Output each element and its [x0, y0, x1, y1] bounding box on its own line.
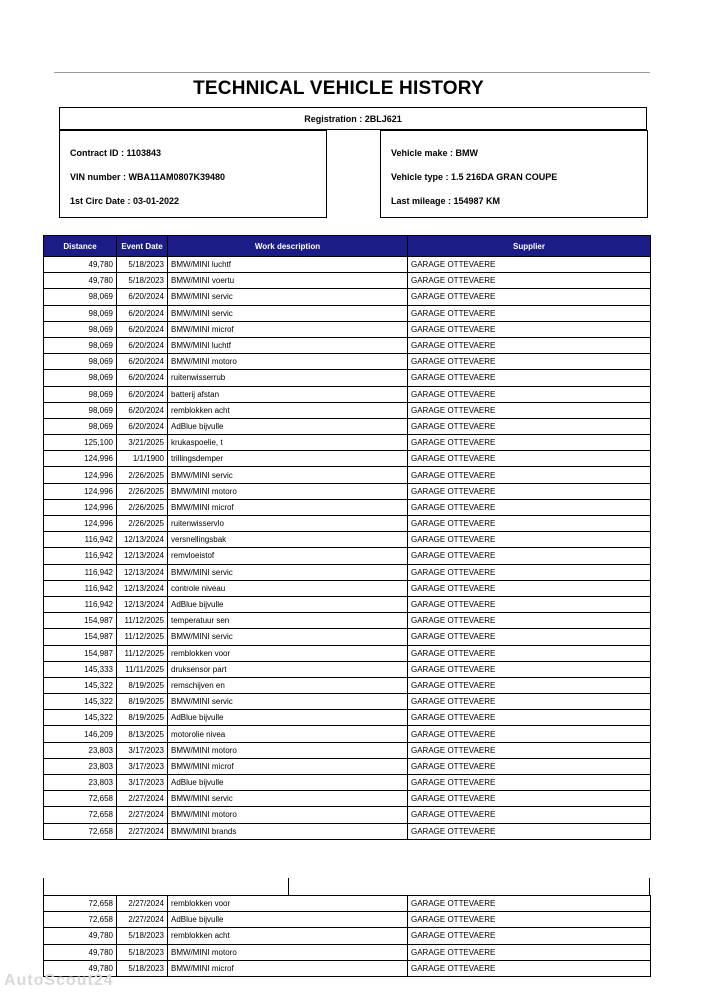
- table-row: [44, 483, 651, 499]
- supplier-cell: GARAGE OTTEVAERE: [408, 402, 651, 418]
- work-description-cell: BMW/MINI servic: [168, 694, 408, 710]
- event-date-cell: 2/27/2024: [117, 807, 168, 823]
- supplier-cell: GARAGE OTTEVAERE: [408, 435, 651, 451]
- table-row: [44, 742, 651, 758]
- event-date-cell: 6/20/2024: [117, 370, 168, 386]
- supplier-cell: GARAGE OTTEVAERE: [408, 807, 651, 823]
- work-description-cell: BMW/MINI microf: [168, 499, 408, 515]
- table-row: [44, 532, 651, 548]
- event-date-cell: 5/18/2023: [117, 928, 168, 944]
- work-description-cell: remvloeistof: [168, 548, 408, 564]
- event-date-cell: 11/11/2025: [117, 661, 168, 677]
- table-row: [44, 305, 651, 321]
- event-date-cell: 3/17/2023: [117, 742, 168, 758]
- table-row: [44, 337, 651, 353]
- work-description-cell: remblokken acht: [168, 928, 408, 944]
- supplier-cell: GARAGE OTTEVAERE: [408, 896, 651, 912]
- vin-number: VIN number : WBA11AM0807K39480: [70, 172, 226, 182]
- work-description-cell: BMW/MINI servic: [168, 289, 408, 305]
- work-description-cell: druksensor part: [168, 661, 408, 677]
- event-date-cell: 5/18/2023: [117, 273, 168, 289]
- supplier-cell: GARAGE OTTEVAERE: [408, 596, 651, 612]
- event-date-cell: 6/20/2024: [117, 354, 168, 370]
- contract-id: Contract ID : 1103843: [70, 148, 162, 158]
- work-description-cell: AdBlue bijvulle: [168, 912, 408, 928]
- table-row: [44, 499, 651, 515]
- event-date-cell: 12/13/2024: [117, 564, 168, 580]
- distance-cell: 124,996: [44, 499, 117, 515]
- distance-cell: 49,780: [44, 257, 117, 273]
- distance-cell: 145,322: [44, 694, 117, 710]
- supplier-cell: GARAGE OTTEVAERE: [408, 305, 651, 321]
- supplier-cell: GARAGE OTTEVAERE: [408, 726, 651, 742]
- event-date-cell: 8/19/2025: [117, 677, 168, 693]
- work-description-cell: BMW/MINI microf: [168, 960, 408, 976]
- event-date-cell: 2/27/2024: [117, 823, 168, 839]
- registration-box: Registration : 2BLJ621: [59, 107, 647, 130]
- event-date-cell: 2/26/2025: [117, 499, 168, 515]
- table-row: [44, 726, 651, 742]
- work-description-cell: BMW/MINI servic: [168, 467, 408, 483]
- supplier-cell: GARAGE OTTEVAERE: [408, 645, 651, 661]
- work-description-cell: temperatuur sen: [168, 613, 408, 629]
- distance-cell: 124,996: [44, 516, 117, 532]
- table-row: [44, 548, 651, 564]
- event-date-cell: 3/17/2023: [117, 775, 168, 791]
- history-table-body: [44, 257, 651, 840]
- event-date-cell: 5/18/2023: [117, 960, 168, 976]
- work-description-cell: BMW/MINI microf: [168, 758, 408, 774]
- work-description-cell: remblokken voor: [168, 645, 408, 661]
- supplier-cell: GARAGE OTTEVAERE: [408, 257, 651, 273]
- table-row: [44, 289, 651, 305]
- distance-cell: 116,942: [44, 564, 117, 580]
- table-row: [44, 516, 651, 532]
- distance-cell: 23,803: [44, 775, 117, 791]
- table-row: [44, 580, 651, 596]
- event-date-cell: 2/26/2025: [117, 516, 168, 532]
- distance-cell: 116,942: [44, 548, 117, 564]
- supplier-cell: GARAGE OTTEVAERE: [408, 548, 651, 564]
- vehicle-make: Vehicle make : BMW: [391, 148, 479, 158]
- table-row: [44, 564, 651, 580]
- table-row: [44, 402, 651, 418]
- work-description-cell: BMW/MINI servic: [168, 564, 408, 580]
- table-header-row: [44, 236, 651, 257]
- table-row: [44, 386, 651, 402]
- history-table: [43, 235, 651, 840]
- table-row: [44, 629, 651, 645]
- history-table-continued-body: [44, 896, 651, 977]
- event-date-cell: 2/26/2025: [117, 483, 168, 499]
- work-description-cell: BMW/MINI microf: [168, 321, 408, 337]
- last-mileage: Last mileage : 154987 KM: [391, 196, 501, 206]
- distance-cell: 23,803: [44, 742, 117, 758]
- supplier-cell: GARAGE OTTEVAERE: [408, 418, 651, 434]
- supplier-cell: GARAGE OTTEVAERE: [408, 677, 651, 693]
- distance-cell: 145,322: [44, 710, 117, 726]
- distance-cell: 98,069: [44, 305, 117, 321]
- work-description-cell: ruitenwisservlo: [168, 516, 408, 532]
- event-date-cell: 3/21/2025: [117, 435, 168, 451]
- work-description-cell: remblokken acht: [168, 402, 408, 418]
- event-date-cell: 11/12/2025: [117, 629, 168, 645]
- work-description-cell: versnellingsbak: [168, 532, 408, 548]
- event-date-cell: 1/1/1900: [117, 451, 168, 467]
- distance-cell: 23,803: [44, 758, 117, 774]
- distance-cell: 72,658: [44, 807, 117, 823]
- distance-cell: 154,987: [44, 629, 117, 645]
- supplier-cell: GARAGE OTTEVAERE: [408, 321, 651, 337]
- event-date-cell: 12/13/2024: [117, 532, 168, 548]
- supplier-cell: GARAGE OTTEVAERE: [408, 944, 651, 960]
- table-row: [44, 807, 651, 823]
- event-date-cell: 12/13/2024: [117, 548, 168, 564]
- supplier-cell: GARAGE OTTEVAERE: [408, 499, 651, 515]
- distance-cell: 154,987: [44, 613, 117, 629]
- table-row: [44, 758, 651, 774]
- distance-cell: 98,069: [44, 418, 117, 434]
- distance-cell: 49,780: [44, 944, 117, 960]
- distance-cell: 98,069: [44, 386, 117, 402]
- distance-cell: 124,996: [44, 451, 117, 467]
- event-date-cell: 8/13/2025: [117, 726, 168, 742]
- supplier-cell: GARAGE OTTEVAERE: [408, 710, 651, 726]
- supplier-cell: GARAGE OTTEVAERE: [408, 742, 651, 758]
- work-description-cell: AdBlue bijvulle: [168, 775, 408, 791]
- work-description-cell: BMW/MINI motoro: [168, 742, 408, 758]
- event-date-cell: 5/18/2023: [117, 257, 168, 273]
- supplier-cell: GARAGE OTTEVAERE: [408, 516, 651, 532]
- table-row: [44, 661, 651, 677]
- supplier-cell: GARAGE OTTEVAERE: [408, 337, 651, 353]
- work-description-cell: BMW/MINI motoro: [168, 483, 408, 499]
- work-description-cell: batterij afstan: [168, 386, 408, 402]
- event-date-cell: 12/13/2024: [117, 596, 168, 612]
- page-title: TECHNICAL VEHICLE HISTORY: [193, 78, 484, 99]
- work-description-cell: AdBlue bijvulle: [168, 596, 408, 612]
- supplier-cell: GARAGE OTTEVAERE: [408, 823, 651, 839]
- supplier-cell: GARAGE OTTEVAERE: [408, 532, 651, 548]
- distance-cell: 116,942: [44, 596, 117, 612]
- supplier-cell: GARAGE OTTEVAERE: [408, 483, 651, 499]
- distance-cell: 72,658: [44, 912, 117, 928]
- work-description-cell: BMW/MINI servic: [168, 791, 408, 807]
- first-circ-date: 1st Circ Date : 03-01-2022: [70, 196, 180, 206]
- contract-info-box: [59, 130, 327, 218]
- event-date-cell: 6/20/2024: [117, 337, 168, 353]
- supplier-cell: GARAGE OTTEVAERE: [408, 564, 651, 580]
- distance-cell: 98,069: [44, 354, 117, 370]
- distance-cell: 125,100: [44, 435, 117, 451]
- top-rule: [54, 72, 650, 73]
- event-date-cell: 8/19/2025: [117, 694, 168, 710]
- distance-cell: 49,780: [44, 960, 117, 976]
- distance-cell: 124,996: [44, 467, 117, 483]
- distance-cell: 49,780: [44, 928, 117, 944]
- work-description-cell: BMW/MINI luchtf: [168, 257, 408, 273]
- work-description-cell: BMW/MINI motoro: [168, 944, 408, 960]
- distance-cell: 98,069: [44, 337, 117, 353]
- event-date-cell: 6/20/2024: [117, 321, 168, 337]
- table-row: [44, 791, 651, 807]
- col-work-description-header: Work description: [168, 236, 408, 257]
- work-description-cell: BMW/MINI luchtf: [168, 337, 408, 353]
- table-row: [44, 710, 651, 726]
- supplier-cell: GARAGE OTTEVAERE: [408, 613, 651, 629]
- event-date-cell: 6/20/2024: [117, 402, 168, 418]
- table-row: [44, 273, 651, 289]
- distance-cell: 116,942: [44, 580, 117, 596]
- watermark-logo: [4, 972, 114, 990]
- work-description-cell: ruitenwisserrub: [168, 370, 408, 386]
- work-description-cell: BMW/MINI brands: [168, 823, 408, 839]
- supplier-cell: GARAGE OTTEVAERE: [408, 451, 651, 467]
- table-row: [44, 645, 651, 661]
- table-row: [44, 896, 651, 912]
- distance-cell: 146,209: [44, 726, 117, 742]
- work-description-cell: BMW/MINI servic: [168, 305, 408, 321]
- event-date-cell: 2/27/2024: [117, 912, 168, 928]
- supplier-cell: GARAGE OTTEVAERE: [408, 629, 651, 645]
- table-row: [44, 677, 651, 693]
- table-row: [44, 694, 651, 710]
- distance-cell: 98,069: [44, 289, 117, 305]
- table-row: [44, 370, 651, 386]
- work-description-cell: BMW/MINI servic: [168, 629, 408, 645]
- event-date-cell: 11/12/2025: [117, 645, 168, 661]
- work-description-cell: remblokken voor: [168, 896, 408, 912]
- distance-cell: 124,996: [44, 483, 117, 499]
- distance-cell: 116,942: [44, 532, 117, 548]
- supplier-cell: GARAGE OTTEVAERE: [408, 694, 651, 710]
- supplier-cell: GARAGE OTTEVAERE: [408, 467, 651, 483]
- table-row: [44, 928, 651, 944]
- work-description-cell: trillingsdemper: [168, 451, 408, 467]
- distance-cell: 98,069: [44, 402, 117, 418]
- event-date-cell: 8/19/2025: [117, 710, 168, 726]
- work-description-cell: BMW/MINI motoro: [168, 354, 408, 370]
- supplier-cell: GARAGE OTTEVAERE: [408, 370, 651, 386]
- table-row: [44, 354, 651, 370]
- event-date-cell: 6/20/2024: [117, 305, 168, 321]
- table-row: [44, 912, 651, 928]
- supplier-cell: GARAGE OTTEVAERE: [408, 791, 651, 807]
- table-row: [44, 467, 651, 483]
- work-description-cell: BMW/MINI voertu: [168, 273, 408, 289]
- work-description-cell: motorolie nivea: [168, 726, 408, 742]
- supplier-cell: GARAGE OTTEVAERE: [408, 580, 651, 596]
- work-description-cell: remschijven en: [168, 677, 408, 693]
- distance-cell: 154,987: [44, 645, 117, 661]
- history-table-continued: [43, 895, 651, 977]
- table-row: [44, 435, 651, 451]
- col-distance-header: Distance: [44, 236, 117, 257]
- table-row: [44, 613, 651, 629]
- vehicle-type: Vehicle type : 1.5 216DA GRAN COUPE: [391, 172, 558, 182]
- table-row: [44, 960, 651, 976]
- work-description-cell: AdBlue bijvulle: [168, 418, 408, 434]
- event-date-cell: 12/13/2024: [117, 580, 168, 596]
- event-date-cell: 6/20/2024: [117, 289, 168, 305]
- vehicle-info-box: [380, 130, 648, 218]
- work-description-cell: controle niveau: [168, 580, 408, 596]
- supplier-cell: GARAGE OTTEVAERE: [408, 775, 651, 791]
- supplier-cell: GARAGE OTTEVAERE: [408, 354, 651, 370]
- event-date-cell: 2/26/2025: [117, 467, 168, 483]
- distance-cell: 49,780: [44, 273, 117, 289]
- col-event-date-header: Event Date: [117, 236, 168, 257]
- event-date-cell: 5/18/2023: [117, 944, 168, 960]
- table-row: [44, 257, 651, 273]
- table-row: [44, 823, 651, 839]
- event-date-cell: 6/20/2024: [117, 386, 168, 402]
- event-date-cell: 3/17/2023: [117, 758, 168, 774]
- distance-cell: 98,069: [44, 370, 117, 386]
- page-break-row: [43, 878, 650, 895]
- table-row: [44, 418, 651, 434]
- table-row: [44, 596, 651, 612]
- supplier-cell: GARAGE OTTEVAERE: [408, 912, 651, 928]
- distance-cell: 98,069: [44, 321, 117, 337]
- supplier-cell: GARAGE OTTEVAERE: [408, 928, 651, 944]
- work-description-cell: BMW/MINI motoro: [168, 807, 408, 823]
- supplier-cell: GARAGE OTTEVAERE: [408, 661, 651, 677]
- table-row: [44, 451, 651, 467]
- watermark-text: AutoScout24: [4, 972, 114, 989]
- event-date-cell: 11/12/2025: [117, 613, 168, 629]
- supplier-cell: GARAGE OTTEVAERE: [408, 273, 651, 289]
- distance-cell: 72,658: [44, 823, 117, 839]
- work-description-cell: krukaspoelie, t: [168, 435, 408, 451]
- distance-cell: 145,333: [44, 661, 117, 677]
- event-date-cell: 2/27/2024: [117, 896, 168, 912]
- distance-cell: 72,658: [44, 791, 117, 807]
- supplier-cell: GARAGE OTTEVAERE: [408, 758, 651, 774]
- event-date-cell: 2/27/2024: [117, 791, 168, 807]
- supplier-cell: GARAGE OTTEVAERE: [408, 960, 651, 976]
- col-supplier-header: Supplier: [408, 236, 651, 257]
- event-date-cell: 6/20/2024: [117, 418, 168, 434]
- table-row: [44, 321, 651, 337]
- table-row: [44, 944, 651, 960]
- distance-cell: 72,658: [44, 896, 117, 912]
- table-row: [44, 775, 651, 791]
- work-description-cell: AdBlue bijvulle: [168, 710, 408, 726]
- page-break-divider: [288, 878, 289, 895]
- distance-cell: 145,322: [44, 677, 117, 693]
- supplier-cell: GARAGE OTTEVAERE: [408, 289, 651, 305]
- supplier-cell: GARAGE OTTEVAERE: [408, 386, 651, 402]
